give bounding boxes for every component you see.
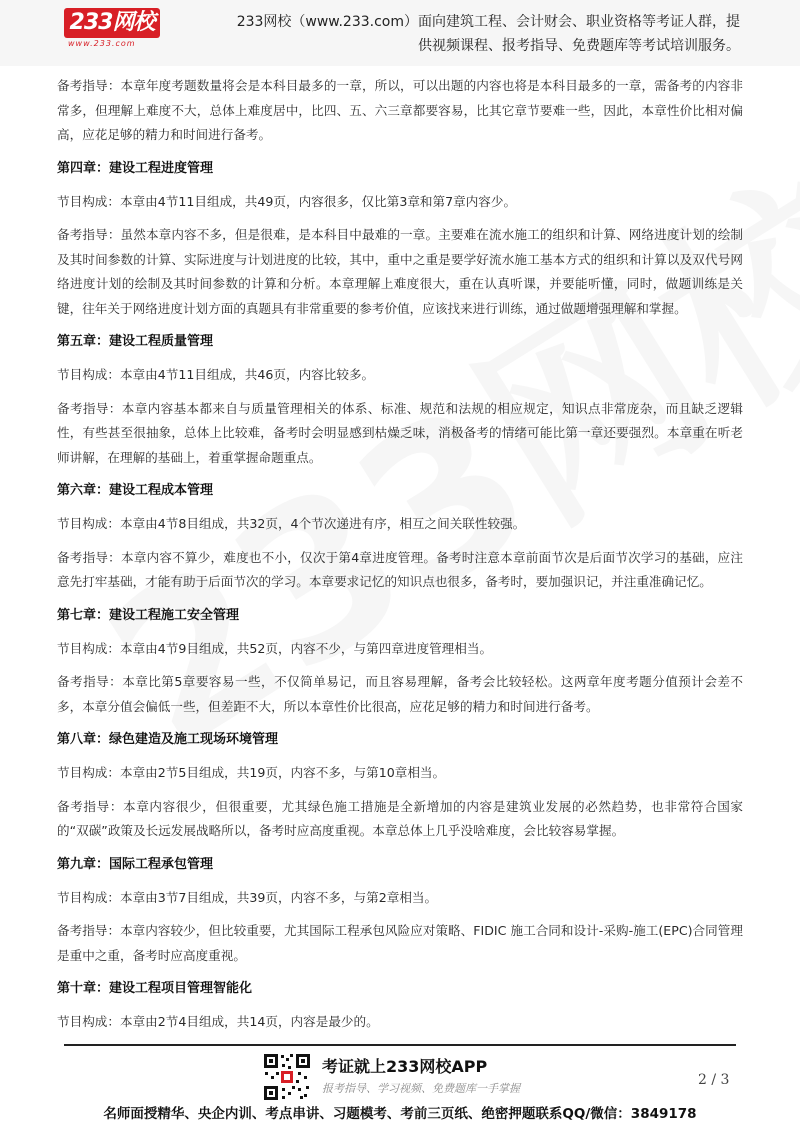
chapter-6-guide: 备考指导：本章内容不算少，难度也不小，仅次于第4章进度管理。备考时注意本章前面节次是后面节次学习的基础，应注意先打牢基础，才能有助于后面节次的学习。本章要求记忆的知识点也很多，备考时，要加强识记，并注重准确记忆。 [57,549,743,589]
chapter-9-structure: 节目构成：本章由3节7目组成，共39页，内容不多，与第2章相当。 [57,889,438,905]
chapter-5-guide: 备考指导：本章内容基本都来自与质量管理相关的体系、标准、规范和法规的相应规定，知识点非常庞杂，而且缺乏逻辑性，有些甚至很抽象，总体上比较难，备考时会明显感到枯燥乏味，消极备考的情绪可能比第一章还要强烈。本章重在听老师讲解，在理解的基础上，着重掌握命题重点。 [57,400,743,465]
chapter-7-guide: 备考指导：本章比第5章要容易一些，不仅简单易记，而且容易理解，备考会比较轻松。这两章年度考题分值预计会差不多，本章分值会偏低一些，但差距不大，所以本章性价比很高，应花足够的精力和时间进行备考。 [57,674,743,714]
footer-app-subtitle: 报考指导、学习视频、免费题库一手掌握 [322,1082,520,1095]
header-line-1: 233网校（www.233.com）面向建筑工程、会计财会、职业资格等考证人群，提 [236,14,740,30]
footer-app-slogan: 考证就上233网校APP [322,1057,488,1076]
chapter-7-structure: 节目构成：本章由4节9目组成，共52页，内容不少，与第四章进度管理相当。 [57,640,493,656]
chapter-9-guide: 备考指导：本章内容较少，但比较重要，尤其国际工程承包风险应对策略、FIDIC 施工合同和设计-采购-施工(EPC)合同管理是重中之重，备考时应高度重视。 [57,923,743,963]
chapter-9-title: 第九章：国际工程承包管理 [57,856,214,872]
chapter-6-title: 第六章：建设工程成本管理 [57,483,214,498]
document-body [57,74,743,1044]
header-line-2: 供视频课程、报考指导、免费题库等考试培训服务。 [418,38,740,54]
chapter-5-structure: 节目构成：本章由4节11目组成，共46页，内容比较多。 [57,367,375,382]
chapter-4-title: 第四章：建设工程进度管理 [57,160,214,176]
footer-contact-text: 名师面授精华、央企内训、考点串讲、习题模考、考前三页纸、绝密押题联系QQ/微信：3849178 [103,1106,697,1122]
footer-divider [64,1044,736,1046]
chapter-4-structure: 节目构成：本章由4节11目组成，共49页，内容很多，仅比第3章和第7章内容少。 [57,193,517,209]
chapter-8-structure: 节目构成：本章由2节5目组成，共19页，内容不多，与第10章相当。 [57,765,446,780]
intro-paragraph: 备考指导：本章年度考题数量将会是本科目最多的一章，所以，可以出题的内容也将是本科目最多的一章，需备考的内容非常多，但理解上难度不大，总体上难度居中，比四、五、六三章都要容易，比其它章节要难一些，因此，本章性价比相对偏高，应花足够的精力和时间进行备考。 [57,78,743,142]
chapter-7-title: 第七章：建设工程施工安全管理 [57,607,240,623]
chapter-6-structure: 节目构成：本章由4节8目组成，共32页，4个节次递进有序，相互之间关联性较强。 [57,516,526,531]
header-text [100,10,740,58]
logo-url: www.233.com [68,39,136,48]
page-header [0,0,800,66]
chapter-8-title: 第八章：绿色建造及施工现场环境管理 [57,732,279,747]
chapter-10-structure: 节目构成：本章由2节4目组成，共14页，内容是最少的。 [57,1014,379,1029]
logo-text: 233网校 [64,8,160,38]
qr-code-icon[interactable] [262,1052,312,1102]
chapter-10-title: 第十章：建设工程项目管理智能化 [57,981,253,996]
chapter-5-title: 第五章：建设工程质量管理 [57,334,214,349]
page-number: 2 / 3 [698,1072,730,1088]
chapter-8-guide: 备考指导：本章内容很少，但很重要，尤其绿色施工措施是全新增加的内容是建筑业发展的必然趋势，也非常符合国家的“双碳”政策及长远发展战略所以，备考时应高度重视。本章总体上几乎没啥难度，会比较容易掌握。 [57,798,743,838]
chapter-4-guide: 备考指导：虽然本章内容不多，但是很难，是本科目中最难的一章。主要难在流水施工的组织和计算、网络进度计划的绘制及其时间参数的计算、实际进度与计划进度的比较，其中，重中之重是要学好流水施工基本方式的组织和计算以及双代号网络进度计划的绘制及其时间参数的计算和分析。本章理解上难度很大，重在认真听课，并要能听懂，同时，做题训练是关键，往年关于网络进度计划方面的真题具有非常重要的参考价值，应该找来进行训练，通过做题增强理解和掌握。 [57,227,743,316]
